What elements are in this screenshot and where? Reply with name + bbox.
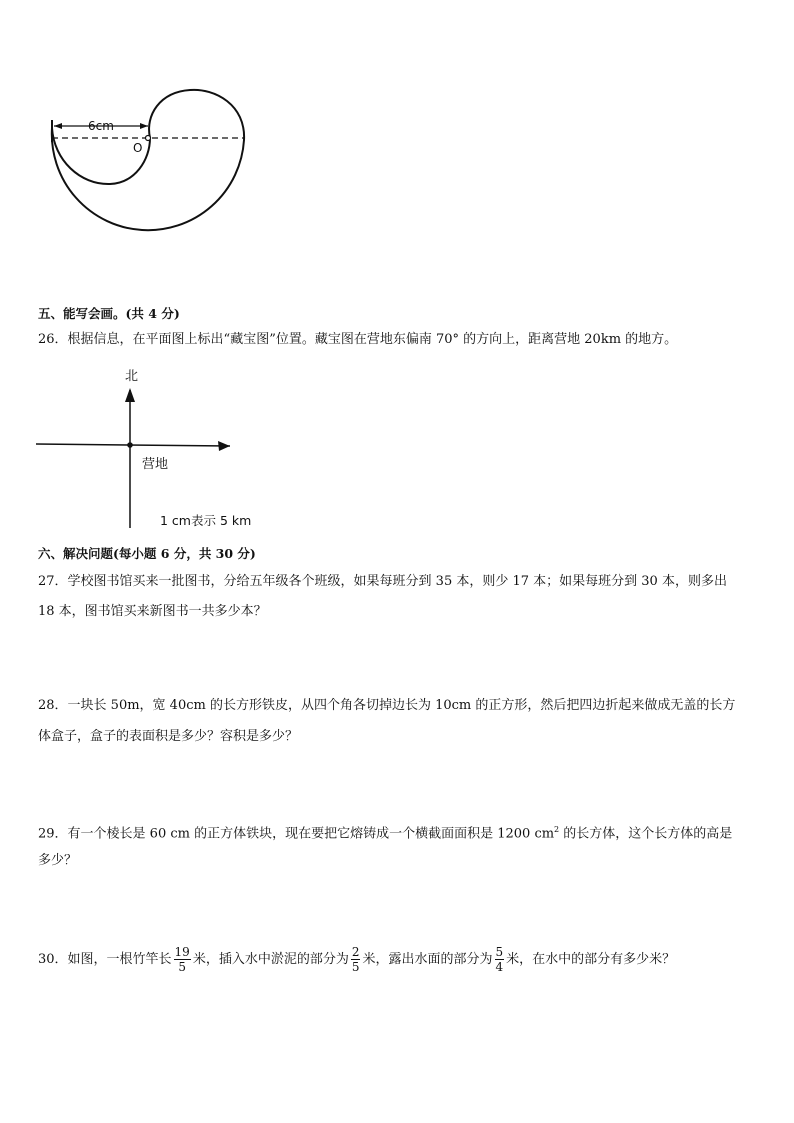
- spiral-right-arc: [149, 90, 244, 140]
- q30-text: 30．如图，一根竹竿长 $\frac{19}{5}$ 米，插入水中淤泥的部分为 $\frac{2}{5}$ 米，露出水面的部分为 $\frac{5}{4}$ 米，在水中的部分有多少米？: [38, 945, 676, 974]
- fraction-19-5: $\frac{19}{5}$: [174, 945, 190, 974]
- map-figure: [34, 362, 294, 534]
- q27-line1: 27．学校图书馆买来一批图书，分给五年级各个班级，如果每班分到 35 本，则少 17 本；如果每班分到 30 本，则多出: [38, 574, 727, 589]
- spiral-outer-arc: [52, 128, 244, 230]
- east-arrow-icon: [218, 441, 230, 451]
- section6-heading: 六、解决问题(每小题 6 分，共 30 分): [38, 546, 256, 561]
- fraction-2-5: $\frac{2}{5}$: [351, 945, 360, 974]
- fraction-5-4: $\frac{5}{4}$: [495, 945, 504, 974]
- camp-label: 营地: [142, 457, 169, 472]
- section5-heading: 五、能写会画。(共 4 分): [38, 306, 180, 321]
- q28-line2: 体盒子，盒子的表面积是多少？容积是多少？: [38, 729, 299, 744]
- q28-line1: 28．一块长 50m，宽 40cm 的长方形铁皮，从四个角各切掉边长为 10cm 的正方形，然后把四边折起来做成无盖的长方: [38, 698, 736, 713]
- camp-point: [127, 442, 133, 448]
- east-axis: [36, 444, 230, 446]
- q29-line1: 29．有一个棱长是 60 cm 的正方体铁块，现在要把它熔铸成一个横截面面积是 1200 $cm^2$ 的长方体，这个长方体的高是: [38, 825, 733, 842]
- q26-text: 26．根据信息，在平面图上标出“藏宝图”位置。藏宝图在营地东偏南 70° 的方向上，距离营地 20km 的地方。: [38, 332, 678, 347]
- scale-label: 1 cm表示 5 km: [160, 513, 252, 528]
- dimension-label: 6cm: [88, 119, 114, 133]
- center-label: O: [133, 141, 143, 155]
- spiral-inner-arc: [52, 128, 150, 184]
- q27-line2: 18 本，图书馆买来新图书一共多少本？: [38, 604, 267, 619]
- north-label: 北: [125, 369, 139, 384]
- spiral-figure: [40, 80, 260, 240]
- q29-line2: 多少？: [38, 853, 78, 868]
- north-arrow-icon: [125, 388, 135, 402]
